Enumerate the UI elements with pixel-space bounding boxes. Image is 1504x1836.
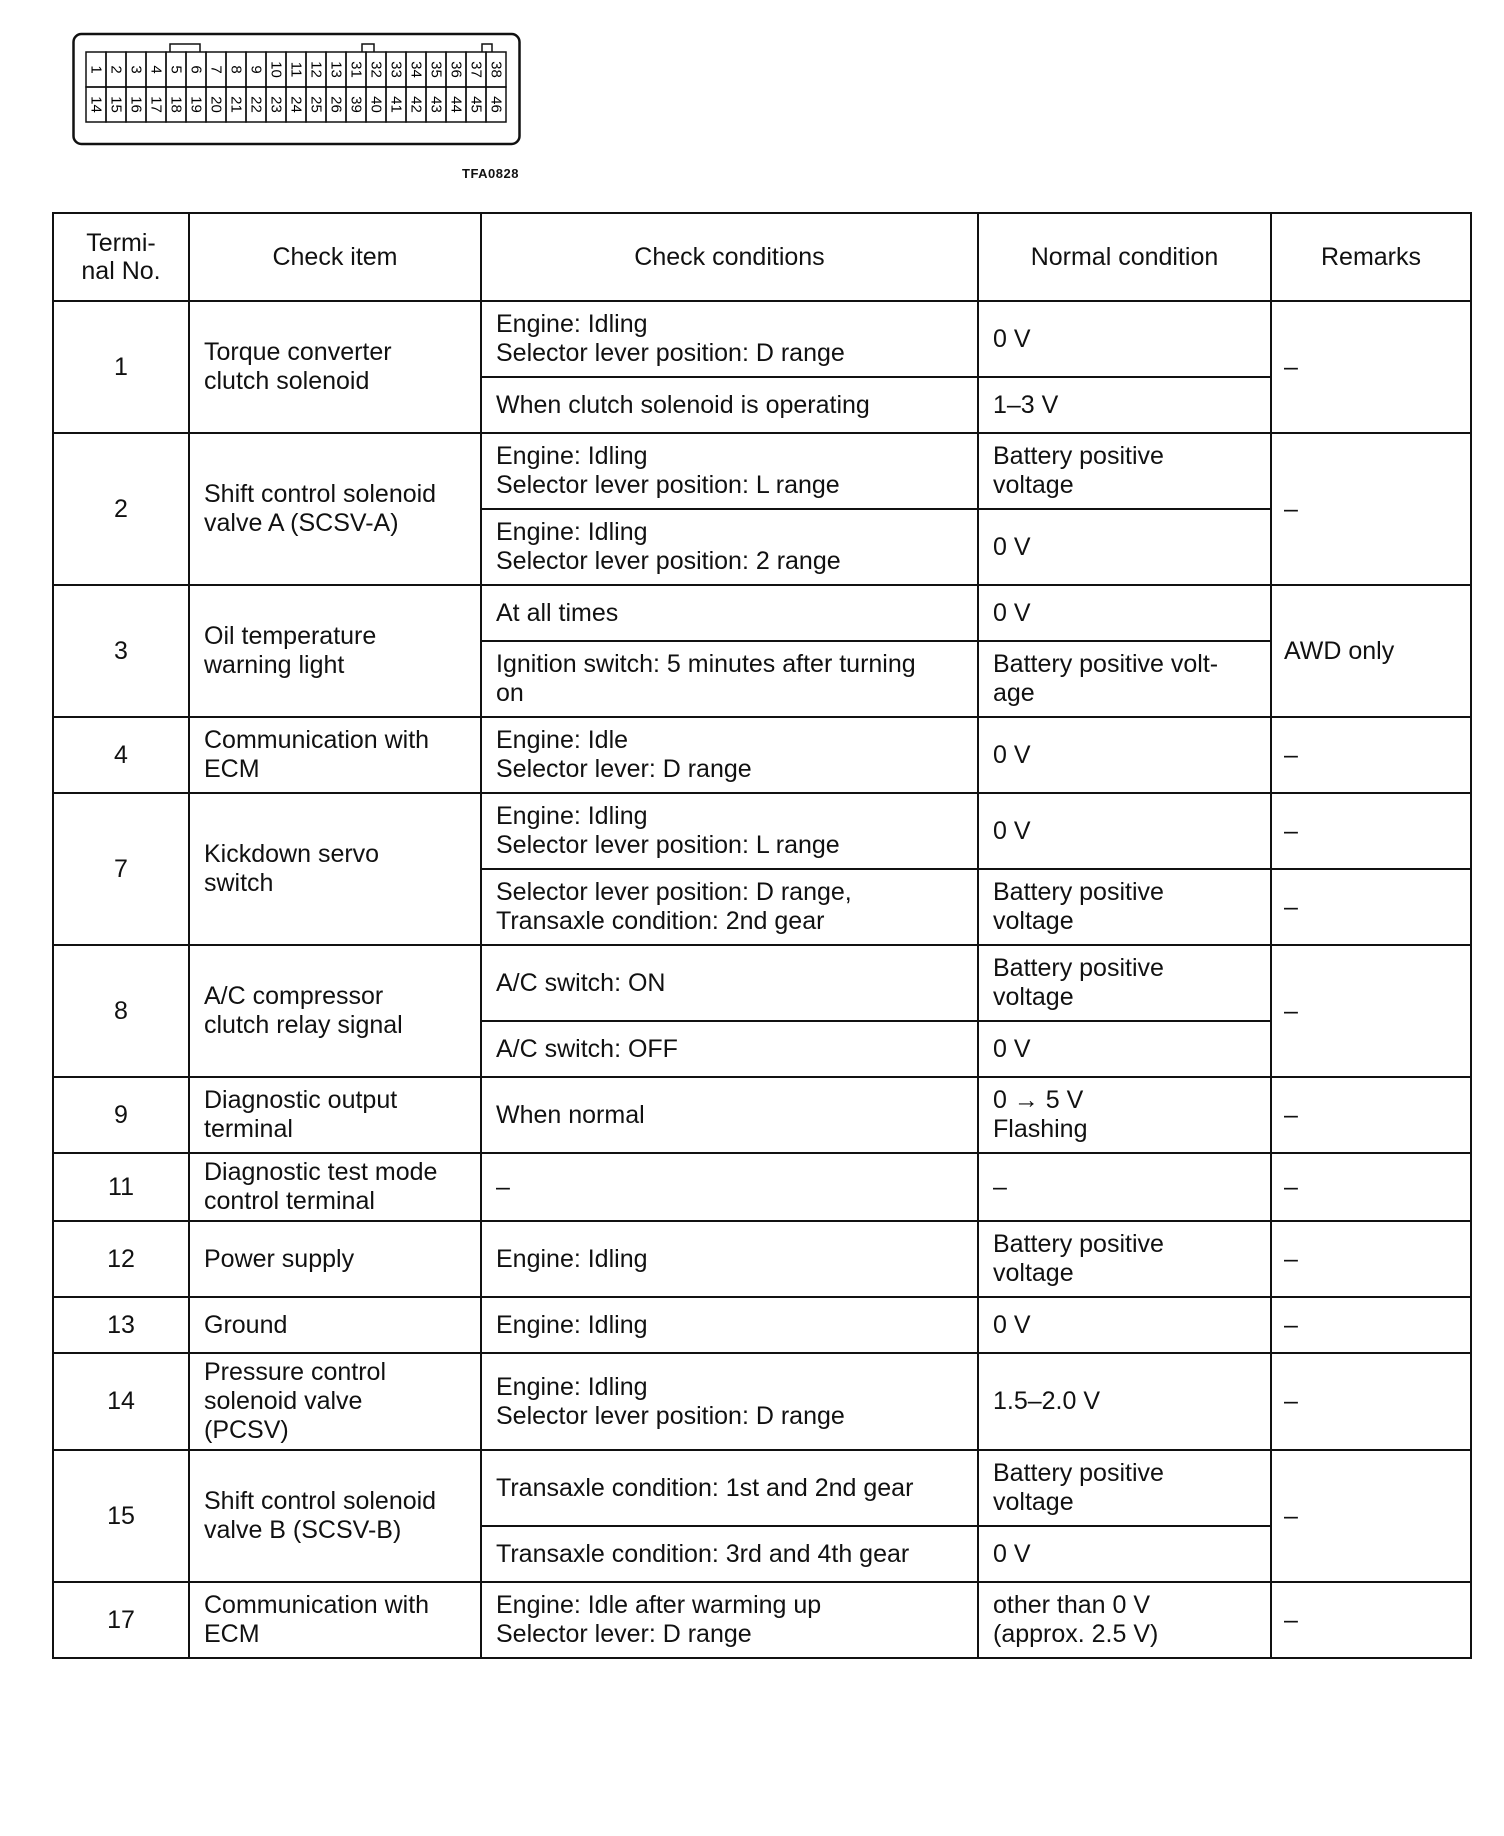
normal-condition-cell: 0 V: [978, 1021, 1271, 1077]
check-item-cell: Communication with ECM: [189, 1582, 481, 1658]
header-terminal-no: Termi- nal No.: [53, 213, 189, 301]
connector-pin-number: 38: [487, 61, 505, 78]
table-row: [53, 1582, 1471, 1658]
check-condition-cell: Transaxle condition: 3rd and 4th gear: [481, 1526, 978, 1582]
terminal-number-cell: 14: [53, 1353, 189, 1450]
connector-pin-number: 8: [227, 65, 245, 74]
connector-key-tab: [482, 44, 492, 52]
remarks-cell: –: [1271, 1077, 1471, 1153]
remarks-cell: –: [1271, 1153, 1471, 1221]
terminal-number-cell: 17: [53, 1582, 189, 1658]
connector-pin-number: 16: [127, 96, 145, 113]
connector-pin-number: 10: [267, 61, 285, 78]
normal-condition-cell: Battery positive voltage: [978, 869, 1271, 945]
check-item-cell: Diagnostic test mode control terminal: [189, 1153, 481, 1221]
normal-condition-cell: 0 V: [978, 717, 1271, 793]
check-item-cell: Kickdown servo switch: [189, 793, 481, 945]
normal-condition-cell: –: [978, 1153, 1271, 1221]
remarks-cell: –: [1271, 1353, 1471, 1450]
connector-pin-number: 39: [347, 96, 365, 113]
check-condition-cell: Engine: Idle after warming up Selector lever: D range: [481, 1582, 978, 1658]
connector-pin-number: 43: [427, 96, 445, 113]
normal-condition-cell: Battery positive volt- age: [978, 641, 1271, 717]
check-condition-cell: Engine: Idling Selector lever position: 2 range: [481, 509, 978, 585]
connector-pin-number: 42: [407, 96, 425, 113]
check-item-cell: Shift control solenoid valve A (SCSV-A): [189, 433, 481, 585]
connector-pin-number: 9: [247, 65, 265, 74]
check-condition-cell: –: [481, 1153, 978, 1221]
check-item-cell: A/C compressor clutch relay signal: [189, 945, 481, 1077]
check-condition-cell: A/C switch: ON: [481, 945, 978, 1021]
terminal-number-cell: 2: [53, 433, 189, 585]
connector-key-tab: [170, 44, 200, 52]
table-row: [53, 1353, 1471, 1450]
connector-pin-number: 14: [87, 96, 105, 113]
check-condition-cell: A/C switch: OFF: [481, 1021, 978, 1077]
connector-pin-number: 2: [107, 65, 125, 74]
check-item-cell: Oil temperature warning light: [189, 585, 481, 717]
check-condition-cell: Engine: Idling Selector lever position: D range: [481, 301, 978, 377]
connector-pin-number: 33: [387, 61, 405, 78]
normal-condition-cell: 1.5–2.0 V: [978, 1353, 1271, 1450]
terminal-number-cell: 15: [53, 1450, 189, 1582]
check-item-cell: Pressure control solenoid valve (PCSV): [189, 1353, 481, 1450]
terminal-number-cell: 7: [53, 793, 189, 945]
connector-pin-number: 45: [467, 96, 485, 113]
remarks-cell: –: [1271, 433, 1471, 585]
remarks-cell: –: [1271, 717, 1471, 793]
check-condition-cell: Engine: Idling Selector lever position: L range: [481, 433, 978, 509]
connector-pin-number: 1: [87, 65, 105, 74]
connector-pin-number: 41: [387, 96, 405, 113]
table-row: [53, 1221, 1471, 1297]
connector-pin-number: 23: [267, 96, 285, 113]
check-condition-cell: When clutch solenoid is operating: [481, 377, 978, 433]
connector-pin-number: 20: [207, 96, 225, 113]
normal-condition-cell: Battery positive voltage: [978, 433, 1271, 509]
connector-pin-number: 35: [427, 61, 445, 78]
table-row: [53, 1450, 1471, 1526]
connector-outline: [74, 34, 520, 144]
normal-condition-cell: 0 V: [978, 301, 1271, 377]
header-remarks: Remarks: [1271, 213, 1471, 301]
check-condition-cell: Engine: Idle Selector lever: D range: [481, 717, 978, 793]
table-row: [53, 1297, 1471, 1353]
normal-condition-cell: 0 V: [978, 1526, 1271, 1582]
remarks-cell: –: [1271, 1297, 1471, 1353]
connector-pin-number: 11: [287, 61, 305, 78]
normal-condition-cell: Battery positive voltage: [978, 1221, 1271, 1297]
table-row: [53, 433, 1471, 509]
table-row: [53, 1153, 1471, 1221]
table-header-row: [53, 213, 1471, 301]
connector-pin-number: 21: [227, 96, 245, 113]
terminal-number-cell: 3: [53, 585, 189, 717]
figure-code: TFA0828: [462, 166, 519, 181]
check-condition-cell: When normal: [481, 1077, 978, 1153]
remarks-cell: –: [1271, 945, 1471, 1077]
connector-pin-number: 3: [127, 65, 145, 74]
connector-pin-number: 26: [327, 96, 345, 113]
remarks-cell: –: [1271, 1221, 1471, 1297]
check-condition-cell: Transaxle condition: 1st and 2nd gear: [481, 1450, 978, 1526]
normal-condition-cell: 0 V: [978, 1297, 1271, 1353]
connector-pin-number: 4: [147, 65, 165, 74]
connector-pin-number: 46: [487, 96, 505, 113]
normal-condition-cell: other than 0 V (approx. 2.5 V): [978, 1582, 1271, 1658]
connector-pin-number: 36: [447, 61, 465, 78]
connector-pin-number: 44: [447, 96, 465, 113]
check-condition-cell: Engine: Idling: [481, 1297, 978, 1353]
check-condition-cell: Engine: Idling Selector lever position: D range: [481, 1353, 978, 1450]
check-item-cell: Diagnostic output terminal: [189, 1077, 481, 1153]
terminal-check-table: [52, 212, 1472, 1659]
remarks-cell: –: [1271, 1582, 1471, 1658]
connector-pin-number: 13: [327, 61, 345, 78]
check-item-cell: Ground: [189, 1297, 481, 1353]
terminal-number-cell: 13: [53, 1297, 189, 1353]
table-row: [53, 1077, 1471, 1153]
table-row: [53, 717, 1471, 793]
normal-condition-cell: 0 V: [978, 585, 1271, 641]
terminal-number-cell: 1: [53, 301, 189, 433]
connector-pin-number: 18: [167, 96, 185, 113]
terminal-number-cell: 4: [53, 717, 189, 793]
connector-pin-number: 5: [167, 65, 185, 74]
connector-pin-number: 31: [347, 61, 365, 78]
normal-condition-cell: 0 V: [978, 793, 1271, 869]
remarks-cell: –: [1271, 301, 1471, 433]
connector-pin-number: 34: [407, 61, 425, 78]
table-row: [53, 585, 1471, 641]
table-row: [53, 793, 1471, 869]
check-condition-cell: At all times: [481, 585, 978, 641]
check-item-cell: Shift control solenoid valve B (SCSV-B): [189, 1450, 481, 1582]
header-normal-condition: Normal condition: [978, 213, 1271, 301]
connector-pin-number: 15: [107, 96, 125, 113]
terminal-number-cell: 8: [53, 945, 189, 1077]
normal-condition-cell: 0 V: [978, 509, 1271, 585]
check-condition-cell: Ignition switch: 5 minutes after turning on: [481, 641, 978, 717]
connector-pin-number: 40: [367, 96, 385, 113]
header-check-conditions: Check conditions: [481, 213, 978, 301]
normal-condition-cell: 0 → 5 V Flashing: [978, 1077, 1271, 1153]
normal-condition-cell: Battery positive voltage: [978, 1450, 1271, 1526]
connector-pin-diagram: [72, 30, 522, 146]
remarks-cell: AWD only: [1271, 585, 1471, 717]
connector-pin-number: 24: [287, 96, 305, 113]
connector-pin-number: 32: [367, 61, 385, 78]
connector-pin-number: 37: [467, 61, 485, 78]
remarks-cell: –: [1271, 793, 1471, 869]
connector-pin-number: 22: [247, 96, 265, 113]
remarks-cell: –: [1271, 869, 1471, 945]
normal-condition-cell: Battery positive voltage: [978, 945, 1271, 1021]
check-condition-cell: Engine: Idling Selector lever position: L range: [481, 793, 978, 869]
check-condition-cell: Engine: Idling: [481, 1221, 978, 1297]
check-condition-cell: Selector lever position: D range, Transaxle condition: 2nd gear: [481, 869, 978, 945]
table-row: [53, 301, 1471, 377]
connector-pin-number: 6: [187, 65, 205, 74]
terminal-number-cell: 11: [53, 1153, 189, 1221]
table-row: [53, 945, 1471, 1021]
remarks-cell: –: [1271, 1450, 1471, 1582]
connector-pin-number: 19: [187, 96, 205, 113]
connector-pin-number: 12: [307, 61, 325, 78]
terminal-number-cell: 12: [53, 1221, 189, 1297]
check-item-cell: Communication with ECM: [189, 717, 481, 793]
connector-pin-number: 7: [207, 65, 225, 74]
check-item-cell: Power supply: [189, 1221, 481, 1297]
header-check-item: Check item: [189, 213, 481, 301]
connector-pin-number: 25: [307, 96, 325, 113]
check-item-cell: Torque converter clutch solenoid: [189, 301, 481, 433]
terminal-number-cell: 9: [53, 1077, 189, 1153]
connector-key-tab: [362, 44, 374, 52]
connector-pin-number: 17: [147, 96, 165, 113]
normal-condition-cell: 1–3 V: [978, 377, 1271, 433]
